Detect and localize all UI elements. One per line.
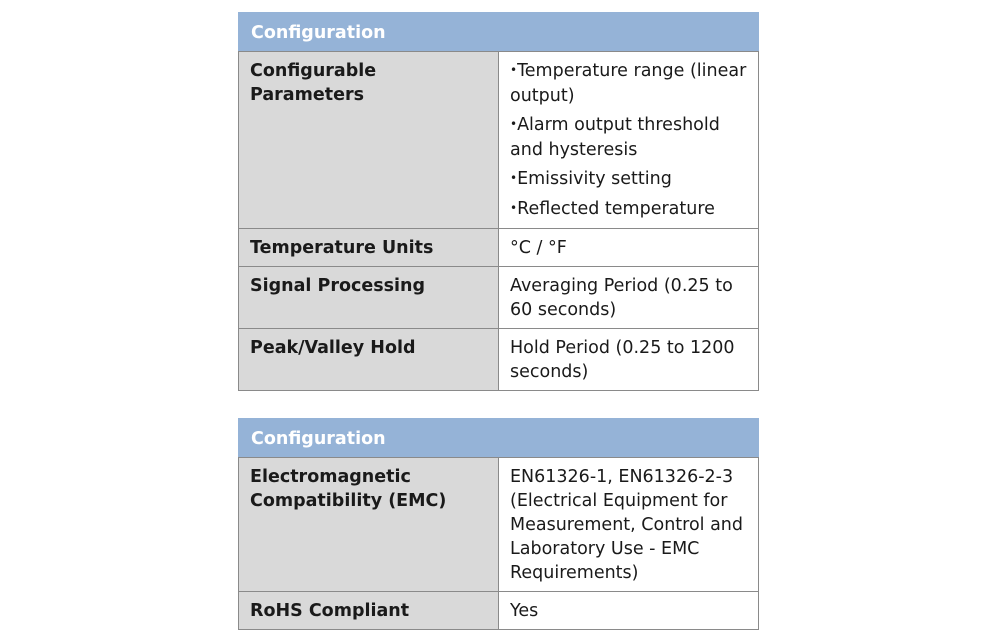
row-label: Temperature Units <box>239 229 499 267</box>
configuration-table-2 <box>238 418 759 630</box>
row-label: Electromagnetic Compatibility (EMC) <box>239 458 499 592</box>
table-row <box>239 329 759 391</box>
configuration-table-1 <box>238 12 759 391</box>
row-value: EN61326-1, EN61326-2-3 (Electrical Equipment for Measurement, Control and Laboratory Use - EMC Requirements) <box>499 458 759 592</box>
row-label: Peak/Valley Hold <box>239 329 499 391</box>
row-label: Configurable Parameters <box>239 52 499 229</box>
row-value: Hold Period (0.25 to 1200 seconds) <box>499 329 759 391</box>
row-value <box>499 52 759 229</box>
table-row <box>239 229 759 267</box>
table-row <box>239 592 759 630</box>
list-item: • Emissivity setting <box>510 167 747 192</box>
row-value: °C / °F <box>499 229 759 267</box>
row-label: Signal Processing <box>239 267 499 329</box>
parameter-list <box>510 59 747 222</box>
table-header: Configuration <box>239 419 759 458</box>
list-item: • Alarm output threshold and hysteresis <box>510 113 747 162</box>
row-value: Yes <box>499 592 759 630</box>
list-item: • Temperature range (linear output) <box>510 59 747 108</box>
list-item: • Reflected temperature <box>510 197 747 222</box>
table-header-row <box>239 419 759 458</box>
table-row <box>239 267 759 329</box>
row-value: Averaging Period (0.25 to 60 seconds) <box>499 267 759 329</box>
table-row <box>239 52 759 229</box>
table-header-row <box>239 13 759 52</box>
table-header: Configuration <box>239 13 759 52</box>
row-label: RoHS Compliant <box>239 592 499 630</box>
table-row <box>239 458 759 592</box>
